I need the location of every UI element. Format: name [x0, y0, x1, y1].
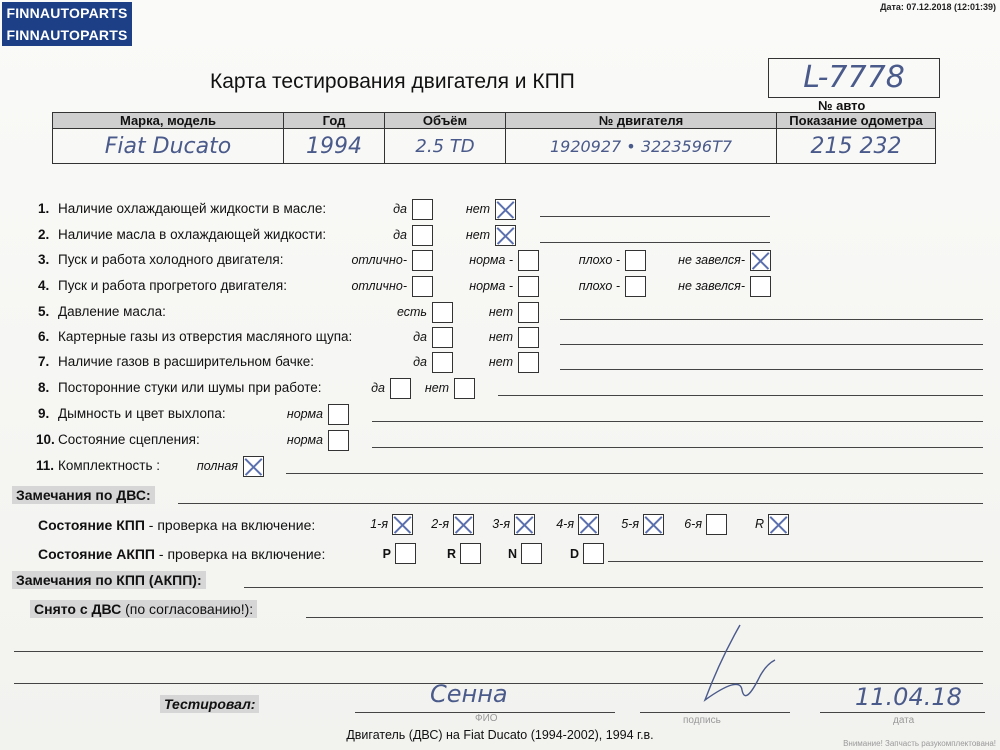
question-text: Наличие газов в расширительном бачке: [58, 354, 315, 369]
question-text: Дымность и цвет выхлопа: [58, 406, 226, 421]
test-date: 11.04.18 [855, 683, 962, 711]
sign-caption: подпись [683, 715, 721, 726]
akpp-gear-label: P [382, 547, 391, 561]
removed-line-1[interactable] [306, 617, 983, 618]
gear-label: R [754, 517, 764, 531]
gear-label: 3-я [492, 517, 510, 531]
col-model: Марка, модель [53, 113, 284, 129]
option-label: норма - [469, 279, 513, 293]
akpp-gear-label: R [446, 547, 456, 561]
option-checkbox[interactable] [750, 276, 771, 297]
kpp-state-label [38, 517, 315, 533]
date-line[interactable] [820, 712, 985, 713]
question-number: 5. [38, 304, 50, 319]
option-label: нет [465, 202, 490, 216]
datestamp: Дата: 07.12.2018 (12:01:39) [880, 2, 996, 12]
gear-checkbox[interactable] [768, 514, 789, 535]
tested-by-label: Тестировал: [160, 695, 259, 713]
auto-number-value: L-7778 [768, 58, 940, 98]
answer-line[interactable] [560, 344, 983, 345]
option-label: не завелся- [678, 279, 745, 293]
image-caption: Двигатель (ДВС) на Fiat Ducato (1994-2002), 1994 г.в. [346, 728, 654, 742]
question-number: 8. [38, 380, 50, 395]
answer-line[interactable] [540, 216, 770, 217]
question-number: 7. [38, 354, 50, 369]
answer-line[interactable] [560, 319, 983, 320]
option-checkbox[interactable] [495, 199, 516, 220]
akpp-gear-checkbox[interactable] [395, 543, 416, 564]
akpp-gear-checkbox[interactable] [583, 543, 604, 564]
option-label: нет [465, 228, 490, 242]
gear-label: 5-я [621, 517, 639, 531]
option-label: нет [424, 381, 449, 395]
logo-banner[interactable]: FINNAUTOPARTS [2, 2, 132, 24]
answer-line[interactable] [372, 447, 983, 448]
col-volume: Объём [385, 113, 506, 129]
question-number: 9. [38, 406, 50, 421]
page-title: Карта тестирования двигателя и КПП [210, 70, 575, 93]
question-text: Пуск и работа холодного двигателя: [58, 252, 284, 267]
kpp-state-suffix: - проверка на включение: [144, 517, 316, 533]
fio-caption: ФИО [475, 713, 498, 724]
akpp-state-title: Состояние АКПП [38, 546, 155, 562]
logo-banner[interactable]: FINNAUTOPARTS [2, 24, 132, 46]
date-caption: дата [893, 715, 915, 726]
option-checkbox[interactable] [518, 352, 539, 373]
option-label: да [393, 202, 407, 216]
header-table [52, 112, 936, 164]
option-checkbox[interactable] [518, 327, 539, 348]
question-text: Состояние сцепления: [58, 432, 200, 447]
gear-checkbox[interactable] [706, 514, 727, 535]
question-text: Давление масла: [58, 304, 166, 319]
question-number: 1. [38, 201, 50, 216]
akpp-line[interactable] [608, 561, 983, 562]
option-label: да [393, 228, 407, 242]
option-label: нет [488, 330, 513, 344]
gear-checkbox[interactable] [453, 514, 474, 535]
gear-label: 2-я [431, 517, 449, 531]
akpp-state-label [38, 546, 325, 562]
option-label: отлично- [351, 279, 407, 293]
answer-line[interactable] [560, 369, 983, 370]
removed-label [30, 600, 257, 618]
option-label: не завелся- [678, 253, 745, 267]
gear-checkbox[interactable] [392, 514, 413, 535]
question-text: Пуск и работа прогретого двигателя: [58, 278, 287, 293]
removed-line-2[interactable] [14, 651, 983, 652]
tester-name: Сенна [430, 680, 508, 708]
question-text: Наличие масла в охлаждающей жидкости: [58, 227, 327, 242]
col-odometer: Показание одометра [777, 113, 936, 129]
answer-line[interactable] [540, 242, 770, 243]
odometer-value: 215 232 [777, 129, 936, 164]
signature-icon [680, 620, 790, 715]
akpp-gear-label: D [569, 547, 579, 561]
question-number: 10. [36, 432, 55, 447]
answer-line[interactable] [286, 473, 983, 474]
option-label: плохо - [578, 279, 620, 293]
option-label: полная [196, 459, 238, 473]
question-text: Комплектность : [58, 458, 161, 473]
option-checkbox[interactable] [328, 430, 349, 451]
answer-line[interactable] [372, 421, 983, 422]
question-text: Картерные газы из отверстия масляного щупа: [58, 329, 353, 344]
gear-label: 4-я [556, 517, 574, 531]
engine-no-value: 1920927 • 3223596Т7 [506, 129, 777, 164]
akpp-gear-label: N [507, 547, 517, 561]
question-number: 3. [38, 252, 50, 267]
option-checkbox[interactable] [750, 250, 771, 271]
option-label: норма [286, 433, 323, 447]
option-checkbox[interactable] [495, 225, 516, 246]
gear-checkbox[interactable] [643, 514, 664, 535]
model-value: Fiat Ducato [53, 129, 284, 164]
option-checkbox[interactable] [454, 378, 475, 399]
option-label: да [413, 330, 427, 344]
question-text: Наличие охлаждающей жидкости в масле: [58, 201, 327, 216]
kpp-state-title: Состояние КПП [38, 517, 145, 533]
removed-title: Снято с ДВС [34, 601, 122, 617]
question-number: 6. [38, 329, 50, 344]
option-label: нет [488, 355, 513, 369]
akpp-gear-checkbox[interactable] [460, 543, 481, 564]
option-label: норма - [469, 253, 513, 267]
col-year: Год [284, 113, 385, 129]
gear-label: 1-я [370, 517, 388, 531]
option-label: да [413, 355, 427, 369]
option-label: нет [488, 305, 513, 319]
akpp-state-suffix: - проверка на включение: [155, 546, 326, 562]
option-checkbox[interactable] [243, 456, 264, 477]
question-number: 2. [38, 227, 50, 242]
option-label: норма [286, 407, 323, 421]
dvs-remarks-label: Замечания по ДВС: [12, 486, 155, 504]
gear-label: 6-я [684, 517, 702, 531]
question-number: 11. [36, 458, 55, 473]
removed-suffix: (по согласованию!): [121, 601, 254, 617]
gear-checkbox[interactable] [514, 514, 535, 535]
option-label: отлично- [351, 253, 407, 267]
question-number: 4. [38, 278, 50, 293]
option-checkbox[interactable] [518, 302, 539, 323]
option-label: плохо - [578, 253, 620, 267]
option-label: да [371, 381, 385, 395]
option-checkbox[interactable] [328, 404, 349, 425]
warning-text: Внимание! Запчасть разукомплектована! [843, 739, 996, 748]
answer-line[interactable] [498, 395, 983, 396]
volume-value: 2.5 TD [385, 129, 506, 164]
kpp-remarks-label: Замечания по КПП (АКПП): [12, 571, 206, 589]
auto-number-label: № авто [818, 98, 866, 113]
year-value: 1994 [284, 129, 385, 164]
dvs-remarks-line[interactable] [178, 503, 983, 504]
option-label: есть [396, 305, 427, 319]
question-text: Посторонние стуки или шумы при работе: [58, 380, 322, 395]
kpp-remarks-line[interactable] [244, 587, 983, 588]
col-engine-no: № двигателя [506, 113, 777, 129]
gear-checkbox[interactable] [578, 514, 599, 535]
akpp-gear-checkbox[interactable] [521, 543, 542, 564]
